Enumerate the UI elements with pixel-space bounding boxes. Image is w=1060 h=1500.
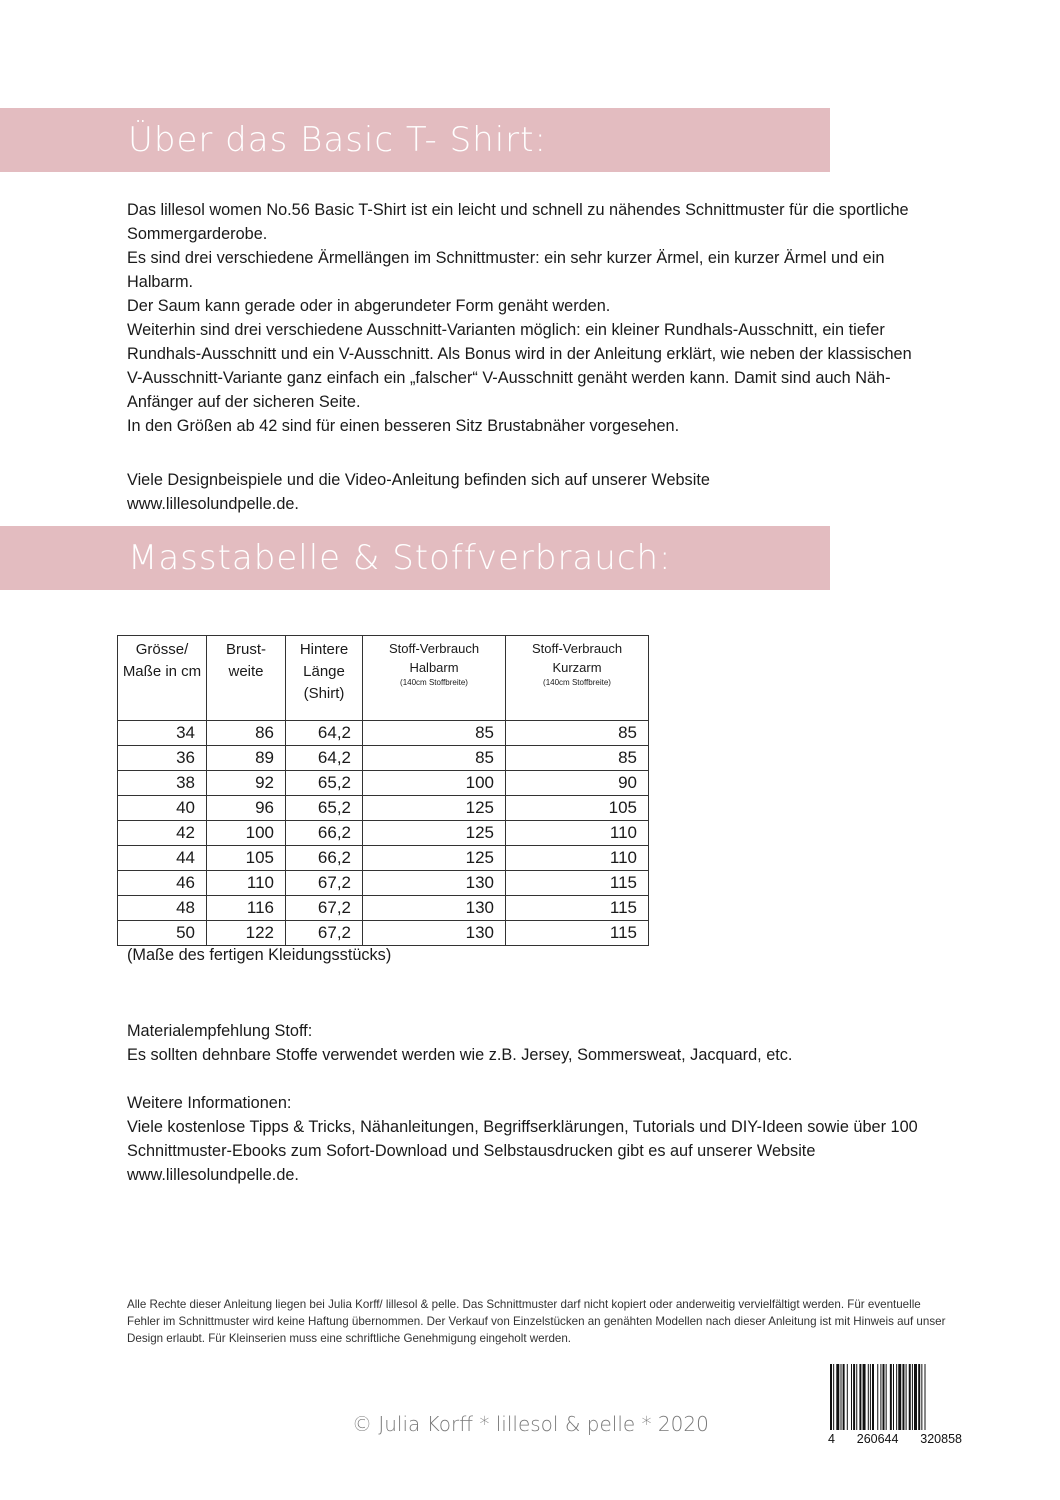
barcode-bar bbox=[856, 1364, 857, 1430]
intro-paragraph: In den Größen ab 42 sind für einen besseren Sitz Brustabnäher vorgesehen. bbox=[127, 417, 680, 435]
size-table-header bbox=[118, 636, 649, 721]
barcode-bar bbox=[836, 1364, 839, 1430]
barcode-bar bbox=[833, 1364, 834, 1430]
barcode-bar bbox=[863, 1364, 866, 1430]
website-text: Viele Designbeispiele und die Video-Anleitung befinden sich auf unserer Website bbox=[127, 471, 710, 489]
intro-paragraph: Es sind drei verschiedene Ärmellängen im Schnittmuster: ein sehr kurzer Ärmel, ein kurzer Ärmel und ein Halbarm. bbox=[127, 249, 885, 291]
barcode-bar bbox=[877, 1364, 878, 1430]
intro-text bbox=[127, 198, 927, 438]
barcode-bar bbox=[880, 1364, 881, 1430]
table-cell: 85 bbox=[506, 721, 649, 746]
table-row bbox=[118, 796, 649, 821]
barcode-bar bbox=[893, 1364, 894, 1430]
table-cell: 42 bbox=[118, 821, 207, 846]
table-cell: 67,2 bbox=[286, 921, 363, 946]
size-title: Masstabelle & Stoffverbrauch: bbox=[128, 538, 672, 578]
table-cell: 115 bbox=[506, 871, 649, 896]
website-info bbox=[127, 468, 927, 516]
header-fabric-half-note: (140cm Stoffbreite) bbox=[400, 678, 468, 687]
table-cell: 66,2 bbox=[286, 821, 363, 846]
table-row bbox=[118, 921, 649, 946]
table-cell: 85 bbox=[506, 746, 649, 771]
table-cell: 86 bbox=[207, 721, 286, 746]
barcode-bar bbox=[841, 1364, 842, 1430]
table-row bbox=[118, 821, 649, 846]
table-cell: 89 bbox=[207, 746, 286, 771]
barcode-bar bbox=[883, 1364, 885, 1430]
header-fabric-half bbox=[363, 636, 506, 721]
table-cell: 67,2 bbox=[286, 871, 363, 896]
header-fabric-short-note: (140cm Stoffbreite) bbox=[543, 678, 611, 687]
table-cell: 67,2 bbox=[286, 896, 363, 921]
about-title: Über das Basic T- Shirt: bbox=[128, 120, 547, 160]
table-cell: 100 bbox=[207, 821, 286, 846]
size-banner bbox=[0, 526, 830, 590]
table-cell: 115 bbox=[506, 896, 649, 921]
table-cell: 92 bbox=[207, 771, 286, 796]
material-text: Es sollten dehnbare Stoffe verwendet werden wie z.B. Jersey, Sommersweat, Jacquard, etc. bbox=[127, 1046, 793, 1064]
barcode-bar bbox=[830, 1364, 832, 1430]
table-cell: 122 bbox=[207, 921, 286, 946]
barcode-bar bbox=[890, 1364, 892, 1430]
table-cell: 36 bbox=[118, 746, 207, 771]
header-back-length: Hintere Länge (Shirt) bbox=[286, 636, 363, 721]
table-cell: 85 bbox=[363, 721, 506, 746]
header-chest: Brust-weite bbox=[207, 636, 286, 721]
barcode-bar bbox=[898, 1364, 901, 1430]
header-fabric-short-label: Stoff-Verbrauch Kurzarm bbox=[531, 641, 623, 675]
size-table bbox=[117, 635, 649, 946]
table-cell: 64,2 bbox=[286, 721, 363, 746]
table-cell: 90 bbox=[506, 771, 649, 796]
header-fabric-half-label: Stoff-Verbrauch Halbarm bbox=[388, 641, 480, 675]
header-size: Grösse/ Maße in cm bbox=[118, 636, 207, 721]
material-section bbox=[127, 1019, 927, 1067]
barcode-bar bbox=[896, 1364, 897, 1430]
table-row bbox=[118, 871, 649, 896]
intro-paragraph: Weiterhin sind drei verschiedene Ausschnitt-Varianten möglich: ein kleiner Rundhals-Ausschnitt, ein tiefer Rundhals-Ausschnitt und ein V-Ausschnitt. Als Bonus wird in der Anleitung erklärt, wie neben der klassischen V-Ausschnitt-Variante ganz einfach ein „falscher“ V-Ausschnitt genäht werden kann. Damit sind auch Näh-Anfänger auf der sicheren Seite. bbox=[127, 321, 912, 411]
table-cell: 110 bbox=[207, 871, 286, 896]
table-cell: 115 bbox=[506, 921, 649, 946]
table-note: (Maße des fertigen Kleidungsstücks) bbox=[127, 946, 392, 964]
intro-paragraph: Der Saum kann gerade oder in abgerundeter Form genäht werden. bbox=[127, 297, 611, 315]
barcode-bar bbox=[859, 1364, 861, 1430]
barcode bbox=[830, 1364, 958, 1430]
barcode-bar bbox=[851, 1364, 852, 1430]
intro-paragraph: Das lillesol women No.56 Basic T-Shirt ist ein leicht und schnell zu nähendes Schnittmuster für die sportliche Sommergarderobe. bbox=[127, 201, 909, 243]
barcode-bar bbox=[886, 1364, 887, 1430]
table-cell: 130 bbox=[363, 896, 506, 921]
barcode-digit-group: 320858 bbox=[920, 1432, 962, 1446]
table-cell: 50 bbox=[118, 921, 207, 946]
barcode-digits bbox=[828, 1432, 962, 1446]
table-row bbox=[118, 846, 649, 871]
table-cell: 110 bbox=[506, 821, 649, 846]
table-cell: 48 bbox=[118, 896, 207, 921]
table-cell: 46 bbox=[118, 871, 207, 896]
barcode-digit-group: 260644 bbox=[856, 1432, 899, 1446]
table-row bbox=[118, 896, 649, 921]
barcode-bar bbox=[906, 1364, 907, 1430]
barcode-bar bbox=[872, 1364, 874, 1430]
header-fabric-short bbox=[506, 636, 649, 721]
barcode-digit-group: 4 bbox=[828, 1432, 835, 1446]
website-url: www.lillesolundpelle.de. bbox=[127, 495, 299, 513]
barcode-bar bbox=[902, 1364, 904, 1430]
barcode-bar bbox=[853, 1364, 855, 1430]
more-info-heading: Weitere Informationen: bbox=[127, 1094, 292, 1112]
table-cell: 40 bbox=[118, 796, 207, 821]
table-row bbox=[118, 771, 649, 796]
barcode-bar bbox=[925, 1364, 926, 1430]
barcode-bar bbox=[918, 1364, 920, 1430]
table-cell: 116 bbox=[207, 896, 286, 921]
table-cell: 96 bbox=[207, 796, 286, 821]
about-banner bbox=[0, 108, 830, 172]
table-cell: 130 bbox=[363, 871, 506, 896]
table-cell: 125 bbox=[363, 821, 506, 846]
barcode-bar bbox=[870, 1364, 871, 1430]
table-cell: 125 bbox=[363, 846, 506, 871]
table-cell: 125 bbox=[363, 796, 506, 821]
table-cell: 64,2 bbox=[286, 746, 363, 771]
table-cell: 110 bbox=[506, 846, 649, 871]
table-cell: 85 bbox=[363, 746, 506, 771]
table-cell: 65,2 bbox=[286, 796, 363, 821]
more-info-section bbox=[127, 1091, 927, 1187]
table-cell: 65,2 bbox=[286, 771, 363, 796]
barcode-bar bbox=[914, 1364, 917, 1430]
table-cell: 38 bbox=[118, 771, 207, 796]
material-heading: Materialempfehlung Stoff: bbox=[127, 1022, 313, 1040]
table-cell: 66,2 bbox=[286, 846, 363, 871]
barcode-bar bbox=[847, 1364, 848, 1430]
table-cell: 100 bbox=[363, 771, 506, 796]
table-cell: 44 bbox=[118, 846, 207, 871]
barcode-bar bbox=[912, 1364, 913, 1430]
copyright-notice: Alle Rechte dieser Anleitung liegen bei Julia Korff/ lillesol & pelle. Das Schnittmuster darf nicht kopiert oder anderweitig vervielfältigt werden. Für eventuelle Fehler im Schnittmuster wird keine Haftung übernommen. Der Verkauf von Einzelstücken an genähten Modellen nach dieser Anleitung ist mit Hinweis auf unser Design erlaubt. Für Kleinserien muss eine schriftliche Genehmigung eingeholt werden. bbox=[127, 1298, 946, 1345]
table-cell: 105 bbox=[207, 846, 286, 871]
table-row bbox=[118, 746, 649, 771]
table-row bbox=[118, 721, 649, 746]
barcode-bar bbox=[909, 1364, 911, 1430]
more-info-text: Viele kostenlose Tipps & Tricks, Nähanleitungen, Begriffserklärungen, Tutorials und DIY-Ideen sowie über 100 Schnittmuster-Ebooks zum Sofort-Download und Selbstausdrucken gibt es auf unserer Website www.lillesolundpelle.de. bbox=[127, 1118, 918, 1184]
barcode-bar bbox=[868, 1364, 869, 1430]
table-cell: 130 bbox=[363, 921, 506, 946]
table-cell: 34 bbox=[118, 721, 207, 746]
table-cell: 105 bbox=[506, 796, 649, 821]
footer-copyright: © Julia Korff * lillesol & pelle * 2020 bbox=[352, 1412, 709, 1436]
barcode-bar bbox=[843, 1364, 845, 1430]
barcode-bar bbox=[921, 1364, 922, 1430]
